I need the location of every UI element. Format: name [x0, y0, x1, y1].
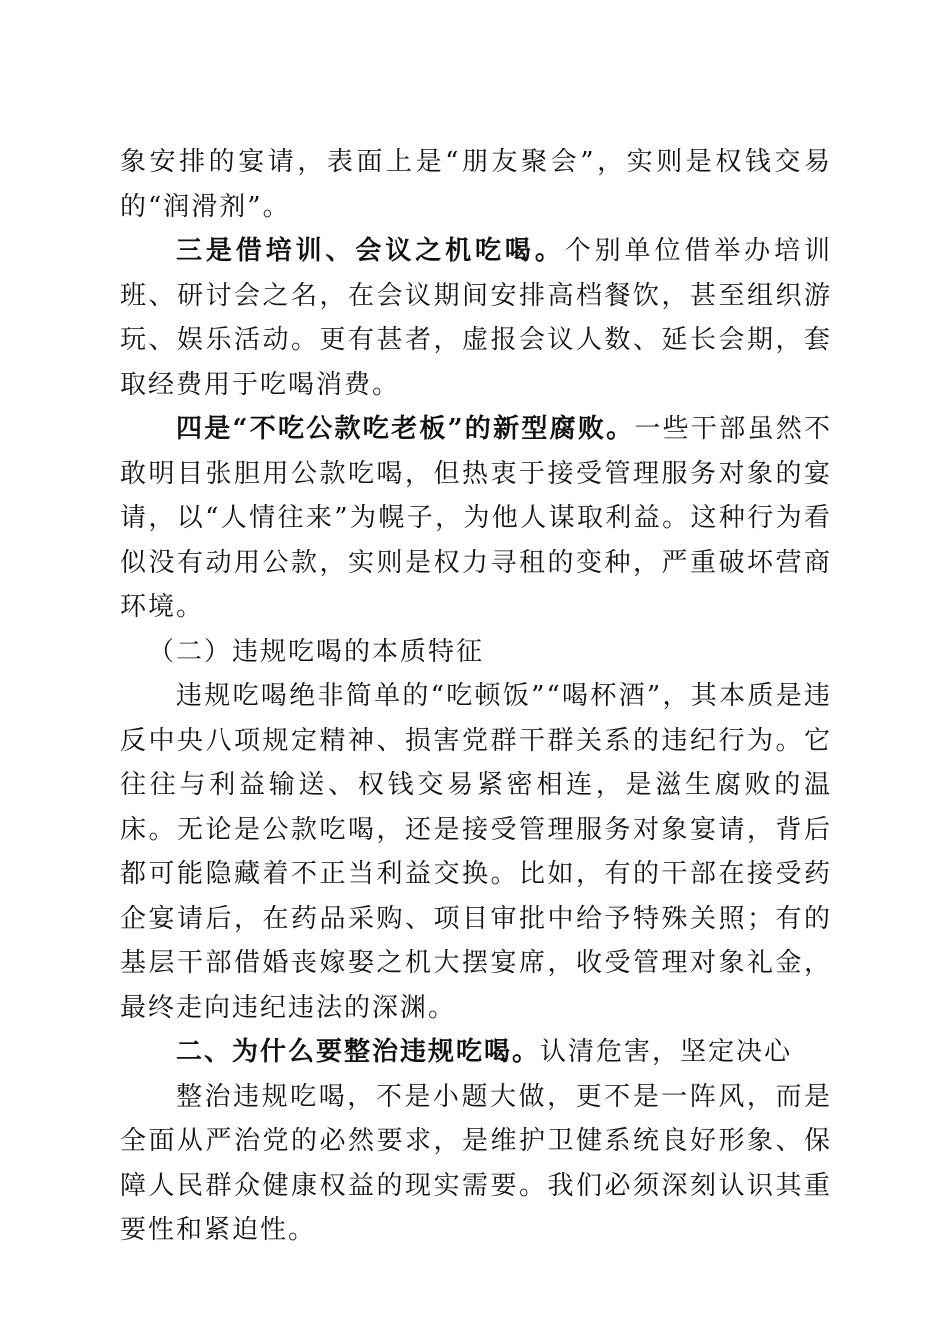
paragraph-essence: 违规吃喝绝非简单的“吃顿饭”“喝杯酒”，其本质是违反中央八项规定精神、损害党群干群关系的违纪行为。它往往与利益输送、权钱交易紧密相连，是滋生腐败的温床。无论是公款吃喝，还是接受管理服务对象宴请，背后都可能隐藏着不正当利益交换。比如，有的干部在接受药企宴请后，在药品采购、项目审批中给予特殊关照；有的基层干部借婚丧嫁娶之机大摆宴席，收受管理对象礼金，最终走向违纪违法的深渊。 — [120, 681, 832, 1023]
document-body — [120, 140, 832, 1253]
paragraph-text: 一些干部虽然不敢明目张胆用公款吃喝，但热衷于接受管理服务对象的宴请，以“人情往来”为幌子，为他人谋取利益。这种行为看似没有动用公款，实则是权力寻租的变种，严重破坏营商环境。 — [120, 414, 832, 622]
item-heading: 三是借培训、会议之机吃喝。 — [176, 236, 565, 266]
item-heading: 四是“不吃公款吃老板”的新型腐败。 — [176, 414, 635, 444]
paragraph-item-four — [120, 407, 832, 630]
paragraph-rectification: 整治违规吃喝，不是小题大做，更不是一阵风，而是全面从严治党的必然要求，是维护卫健系统良好形象、保障人民群众健康权益的现实需要。我们必须深刻认识其重要性和紧迫性。 — [120, 1081, 832, 1245]
paragraph-continuation — [120, 140, 832, 229]
section-heading: 二、为什么要整治违规吃喝。 — [176, 1037, 541, 1067]
section-heading-two — [120, 1030, 832, 1075]
paragraph-item-three — [120, 229, 832, 407]
paragraph-text: 个别单位借举办培训班、研讨会之名，在会议期间安排高档餐饮，甚至组织游玩、娱乐活动。更有甚者，虚报会议人数、延长会期，套取经费用于吃喝消费。 — [120, 236, 832, 400]
section-heading-suffix: 认清危害，坚定决心 — [540, 1037, 793, 1067]
paragraph-text: 象安排的宴请，表面上是“朋友聚会”，实则是权钱交易的“润滑剂”。 — [120, 147, 832, 222]
section-subheading: （二）违规吃喝的本质特征 — [148, 636, 485, 667]
